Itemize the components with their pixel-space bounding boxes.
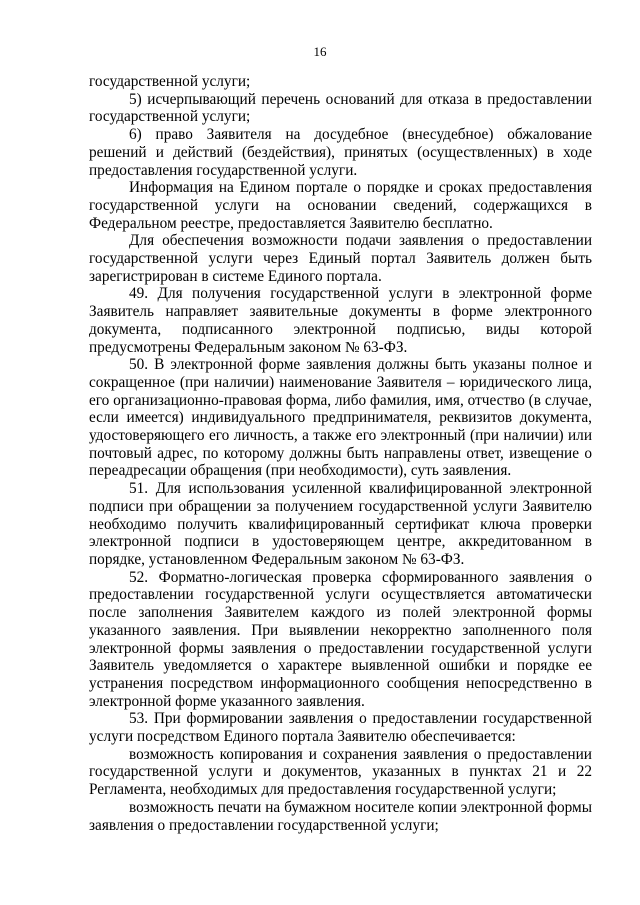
paragraph-53: 53. При формировании заявления о предоставлении государственной услуги посредством Единого портала Заявителю обеспечивается:	[89, 710, 592, 746]
paragraph-item-6: 6) право Заявителя на досудебное (внесудебное) обжалование решений и действий (бездействия), принятых (осуществленных) в ходе предоставления государственной услуги.	[89, 126, 592, 179]
paragraph-49: 49. Для получения государственной услуги в электронной форме Заявитель направляет заявительные документы в форме электронного документа, подписанного электронной подписью, виды которой предусмотрены Федеральным законом № 63-ФЗ.	[89, 285, 592, 356]
paragraph-continuation: государственной услуги;	[89, 73, 251, 90]
paragraph-copy-save: возможность копирования и сохранения заявления о предоставлении государственной услуги и документов, указанных в пунктах 21 и 22 Регламента, необходимых для предоставления государственной услуги;	[89, 745, 592, 799]
paragraph-52: 52. Форматно-логическая проверка сформированного заявления о предоставлении государственной услуги осуществляется автоматически после заполнения Заявителем каждого из полей электронной формы указанного заявления. При выявлении некорректно заполненного поля электронной формы заявления о предоставлении государственной услуги Заявитель уведомляется о характере выявленной ошибки и порядке ее устранения посредством информационного сообщения непосредственно в электронной форме указанного заявления.	[89, 568, 592, 710]
paragraph-print: возможность печати на бумажном носителе копии электронной формы заявления о предоставлении государственной услуги;	[89, 798, 592, 834]
paragraph-portal-info: Информация на Едином портале о порядке и сроках предоставления государственной услуги на основании сведений, содержащихся в Федеральном реестре, предоставляется Заявителю бесплатно.	[89, 179, 592, 232]
document-body	[89, 73, 592, 834]
paragraph-registration: Для обеспечения возможности подачи заявления о предоставлении государственной услуги через Единый портал Заявитель должен быть зарегистрирован в системе Единого портала.	[89, 232, 592, 285]
paragraph-51: 51. Для использования усиленной квалифицированной электронной подписи при обращении за получением государственной услуги Заявителю необходимо получить квалифицированный сертификат ключа проверки электронной подписи в удостоверяющем центре, аккредитованном в порядке, установленном Федеральным законом № 63-ФЗ.	[89, 480, 592, 568]
page-number: 16	[313, 44, 327, 59]
paragraph-item-5: 5) исчерпывающий перечень оснований для отказа в предоставлении государственной услуги;	[89, 90, 592, 126]
paragraph-50: 50. В электронной форме заявления должны быть указаны полное и сокращенное (при наличии) наименование Заявителя – юридического лица, его организационно-правовая форма, либо фамилия, имя, отчество (в случае, если имеется) индивидуального предпринимателя, реквизитов документа, удостоверяющего его личность, а также его электронный (при наличии) или почтовый адрес, по которому должны быть направлены ответ, извещение о переадресации обращения (при необходимости), суть заявления.	[89, 356, 592, 480]
